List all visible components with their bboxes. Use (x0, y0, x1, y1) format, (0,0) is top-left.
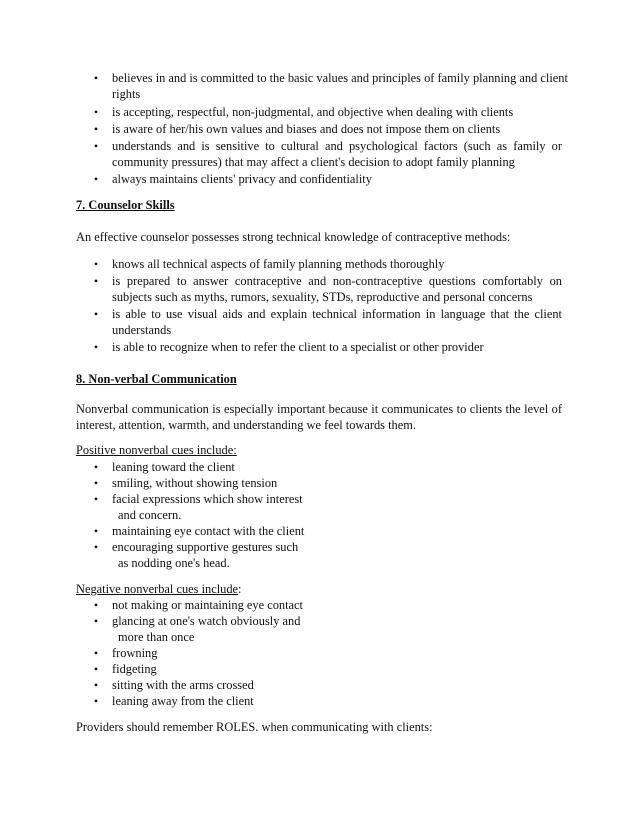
bullet-marker: • (93, 476, 99, 490)
bullet-marker: • (93, 492, 99, 506)
list-item-text: leaning away from the client (112, 694, 254, 708)
closing-paragraph: Providers should remember ROLES. when communicating with clients: (76, 720, 433, 734)
list-item-text: maintaining eye contact with the client (112, 524, 305, 538)
list-item-text: community pressures) that may affect a client's decision to adopt family planning (112, 155, 515, 169)
bullet-marker: • (93, 598, 99, 612)
section-intro: An effective counselor possesses strong technical knowledge of contraceptive methods: (76, 230, 511, 244)
list-item-text: more than once (118, 630, 195, 644)
list-item-text: understands and is sensitive to cultural and psychological factors (such as family or (112, 139, 562, 153)
list-item-text: leaning toward the client (112, 460, 235, 474)
bullet-marker: • (93, 694, 99, 708)
bullet-marker: • (93, 646, 99, 660)
list-item-text: is able to use visual aids and explain technical information in language that the client (112, 307, 562, 321)
list-item-text: smiling, without showing tension (112, 476, 278, 490)
list-item-text: sitting with the arms crossed (112, 678, 254, 692)
list-item-text: glancing at one's watch obviously and (112, 614, 301, 628)
list-item-text: believes in and is committed to the basic values and principles of family planning and client (112, 71, 568, 85)
negative-cues-label (76, 581, 242, 598)
list-item-text: encouraging supportive gestures such (112, 540, 299, 554)
bullet-marker: • (93, 139, 99, 153)
negative-cues-label-colon: : (238, 582, 242, 596)
list-item-text: subjects such as myths, rumors, sexuality, STDs, reproductive and personal concerns (112, 290, 533, 304)
negative-cues-label-text: Negative nonverbal cues include (76, 582, 239, 596)
list-item-text: as nodding one's head. (118, 556, 230, 570)
list-item-text: not making or maintaining eye contact (112, 598, 303, 612)
list-item-text: is aware of her/his own values and biases and does not impose them on clients (112, 122, 501, 136)
bullet-marker: • (93, 662, 99, 676)
list-item-text: rights (112, 87, 141, 101)
bullet-marker: • (93, 122, 99, 136)
bullet-marker: • (93, 105, 99, 119)
bullet-marker: • (93, 460, 99, 474)
bullet-marker: • (93, 614, 99, 628)
list-item-text: understands (112, 323, 172, 337)
bullet-marker: • (93, 524, 99, 538)
list-item-text: is accepting, respectful, non-judgmental, and objective when dealing with clients (112, 105, 514, 119)
bullet-marker: • (93, 678, 99, 692)
bullet-marker: • (93, 71, 99, 85)
bullet-marker: • (93, 274, 99, 288)
section-paragraph-line: interest, attention, warmth, and understanding we feel towards them. (76, 418, 416, 432)
list-item-text: facial expressions which show interest (112, 492, 303, 506)
list-item-text: is able to recognize when to refer the client to a specialist or other provider (112, 340, 484, 354)
list-item-text: fidgeting (112, 662, 157, 676)
list-item-text: is prepared to answer contraceptive and non-contraceptive questions comfortably on (112, 274, 562, 288)
list-item-text: and concern. (118, 508, 182, 522)
bullet-marker: • (93, 307, 99, 321)
list-item-text: knows all technical aspects of family planning methods thoroughly (112, 257, 445, 271)
section-paragraph-line: Nonverbal communication is especially important because it communicates to clients the level of (76, 402, 562, 416)
bullet-marker: • (93, 257, 99, 271)
section-heading: 7. Counselor Skills (76, 198, 175, 212)
bullet-marker: • (93, 340, 99, 354)
list-item-text: always maintains clients' privacy and confidentiality (112, 172, 372, 186)
bullet-marker: • (93, 540, 99, 554)
section-heading: 8. Non-verbal Communication (76, 372, 237, 386)
positive-cues-label: Positive nonverbal cues include: (76, 443, 237, 457)
bullet-marker: • (93, 172, 99, 186)
list-item-text: frowning (112, 646, 158, 660)
